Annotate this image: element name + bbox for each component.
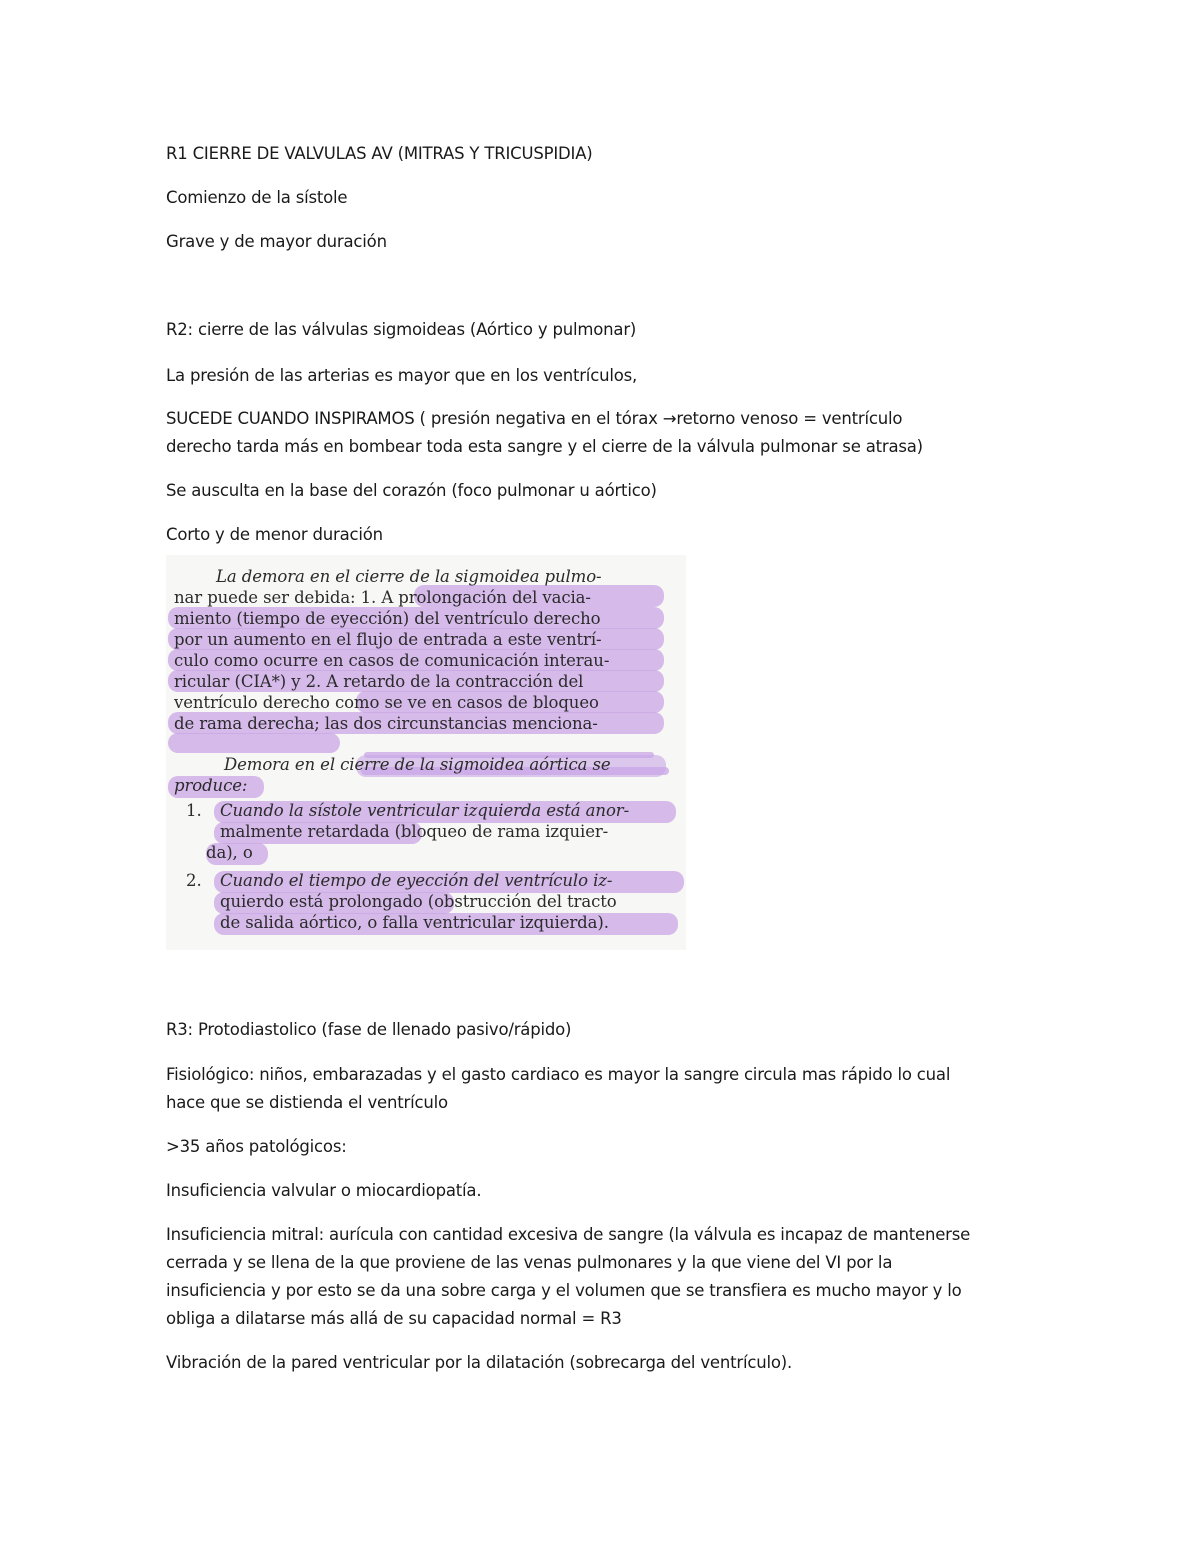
scan-text-line: Cuando la sístole ventricular izquierda está anor- [220, 801, 630, 820]
scan-text-line: La demora en el cierre de la sigmoidea pulmo- [216, 567, 602, 586]
scan-text-line: quierdo está prolongado (obstrucción del tracto [220, 892, 617, 911]
scan-text-line: de rama derecha; las dos circunstancias menciona- [174, 714, 598, 733]
scan-text-line: miento (tiempo de eyección) del ventrículo derecho [174, 609, 601, 628]
r2-text-line: Se ausculta en la base del corazón (foco pulmonar u aórtico) [166, 481, 657, 500]
r3-text-line: insuficiencia y por esto se da una sobre carga y el volumen que se transfiera es mucho mayor y lo [166, 1281, 962, 1300]
r3-text-line: cerrada y se llena de la que proviene de las venas pulmonares y la que viene del VI por la [166, 1253, 893, 1272]
scan-text-line: produce: [174, 776, 248, 795]
r1-heading: R1 CIERRE DE VALVULAS AV (MITRAS Y TRICUSPIDIA) [166, 144, 593, 163]
scan-text-line: malmente retardada (bloqueo de rama izquier- [220, 822, 609, 841]
scan-text-line: culo como ocurre en casos de comunicación interau- [174, 651, 610, 670]
r3-text-line: >35 años patológicos: [166, 1137, 347, 1156]
r2-text-line: derecho tarda más en bombear toda esta sangre y el cierre de la válvula pulmonar se atrasa) [166, 437, 923, 456]
scan-text-line: da), o [206, 843, 253, 862]
r3-text-line: Insuficiencia valvular o miocardiopatía. [166, 1181, 482, 1200]
r3-text-line: Vibración de la pared ventricular por la dilatación (sobrecarga del ventrículo). [166, 1353, 793, 1372]
r3-text-line: hace que se distienda el ventrículo [166, 1093, 448, 1112]
r3-text-line: Fisiológico: niños, embarazadas y el gasto cardiaco es mayor la sangre circula mas rápido lo cual [166, 1065, 951, 1084]
r3-text-line: Insuficiencia mitral: aurícula con cantidad excesiva de sangre (la válvula es incapaz de mantenerse [166, 1225, 971, 1244]
scan-text-line: ventrículo derecho como se ve en casos de bloqueo [174, 693, 599, 712]
r1-text-line: Grave y de mayor duración [166, 232, 387, 251]
list-number: 1. [186, 801, 202, 820]
scan-text-line: por un aumento en el flujo de entrada a este ventrí- [174, 630, 602, 649]
scan-text-line: Cuando el tiempo de eyección del ventrículo iz- [220, 871, 613, 890]
list-number: 2. [186, 871, 202, 890]
r2-text-line: SUCEDE CUANDO INSPIRAMOS ( presión negativa en el tórax →retorno venoso = ventrículo [166, 409, 903, 428]
r2-text-line: Corto y de menor duración [166, 525, 383, 544]
scan-text-line: de salida aórtico, o falla ventricular izquierda). [220, 913, 609, 932]
r3-text-line: obliga a dilatarse más allá de su capacidad normal = R3 [166, 1309, 622, 1328]
r2-heading: R2: cierre de las válvulas sigmoideas (Aórtico y pulmonar) [166, 320, 637, 339]
r2-text-line: La presión de las arterias es mayor que en los ventrículos, [166, 366, 638, 385]
scan-text-line: ricular (CIA*) y 2. A retardo de la contracción del [174, 672, 584, 691]
r3-heading: R3: Protodiastolico (fase de llenado pasivo/rápido) [166, 1020, 572, 1039]
scan-text-line: nar puede ser debida: 1. A prolongación del vacia- [174, 588, 591, 607]
scanned-textbook-excerpt [166, 555, 686, 950]
scan-text-line: Demora en el cierre de la sigmoidea aórtica se [224, 755, 611, 774]
r1-text-line: Comienzo de la sístole [166, 188, 348, 207]
